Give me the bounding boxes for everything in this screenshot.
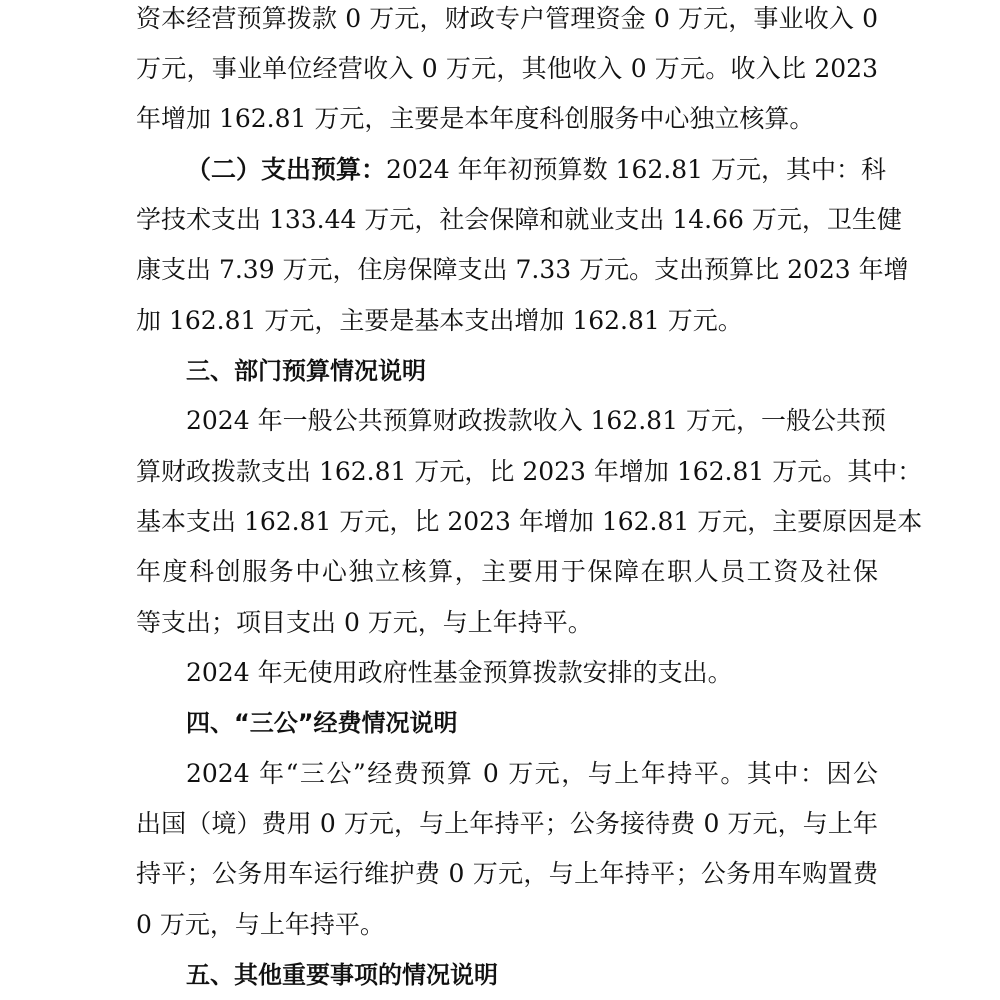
paragraph-dept-budget-line-1: 2024 年一般公共预算财政拨款收入 162.81 万元，一般公共预: [186, 406, 886, 435]
paragraph-dept-budget-line-3: 基本支出 162.81 万元，比 2023 年增加 162.81 万元，主要原因是本: [136, 507, 923, 536]
paragraph-income-line-3: 年增加 162.81 万元，主要是本年度科创服务中心独立核算。: [136, 104, 815, 133]
paragraph-fund-budget-line-1: 2024 年无使用政府性基金预算拨款安排的支出。: [186, 658, 733, 687]
section-heading-department-budget: 三、部门预算情况说明: [186, 357, 426, 385]
paragraph-expenditure-line-2: 学技术支出 133.44 万元，社会保障和就业支出 14.66 万元，卫生健: [136, 205, 902, 234]
expenditure-line-1-text: 2024 年年初预算数 162.81 万元，其中：科: [386, 155, 886, 184]
paragraph-income-line-1: 资本经营预算拨款 0 万元，财政专户管理资金 0 万元，事业收入 0: [136, 4, 878, 33]
paragraph-expenditure-line-4: 加 162.81 万元，主要是基本支出增加 162.81 万元。: [136, 306, 743, 335]
paragraph-three-public-line-2: 出国（境）费用 0 万元，与上年持平；公务接待费 0 万元，与上年: [136, 809, 878, 838]
paragraph-expenditure-line-3: 康支出 7.39 万元，住房保障支出 7.33 万元。支出预算比 2023 年增: [136, 255, 909, 284]
paragraph-dept-budget-line-5: 等支出；项目支出 0 万元，与上年持平。: [136, 608, 593, 637]
section-heading-three-public: 四、“三公”经费情况说明: [186, 709, 458, 737]
paragraph-income-line-2: 万元，事业单位经营收入 0 万元，其他收入 0 万元。收入比 2023: [136, 54, 878, 83]
paragraph-three-public-line-4: 0 万元，与上年持平。: [136, 910, 385, 939]
paragraph-dept-budget-line-2: 算财政拨款支出 162.81 万元，比 2023 年增加 162.81 万元。其中：: [136, 457, 923, 486]
paragraph-dept-budget-line-4: 年度科创服务中心独立核算，主要用于保障在职人员工资及社保: [136, 557, 878, 586]
paragraph-three-public-line-1: 2024 年“三公”经费预算 0 万元，与上年持平。其中：因公: [186, 759, 878, 788]
section-heading-other-matters: 五、其他重要事项的情况说明: [186, 961, 498, 989]
paragraph-three-public-line-3: 持平；公务用车运行维护费 0 万元，与上年持平；公务用车购置费: [136, 859, 878, 888]
paragraph-expenditure-line-1: [186, 145, 886, 195]
expenditure-lead-label: （二）支出预算：: [186, 155, 387, 184]
